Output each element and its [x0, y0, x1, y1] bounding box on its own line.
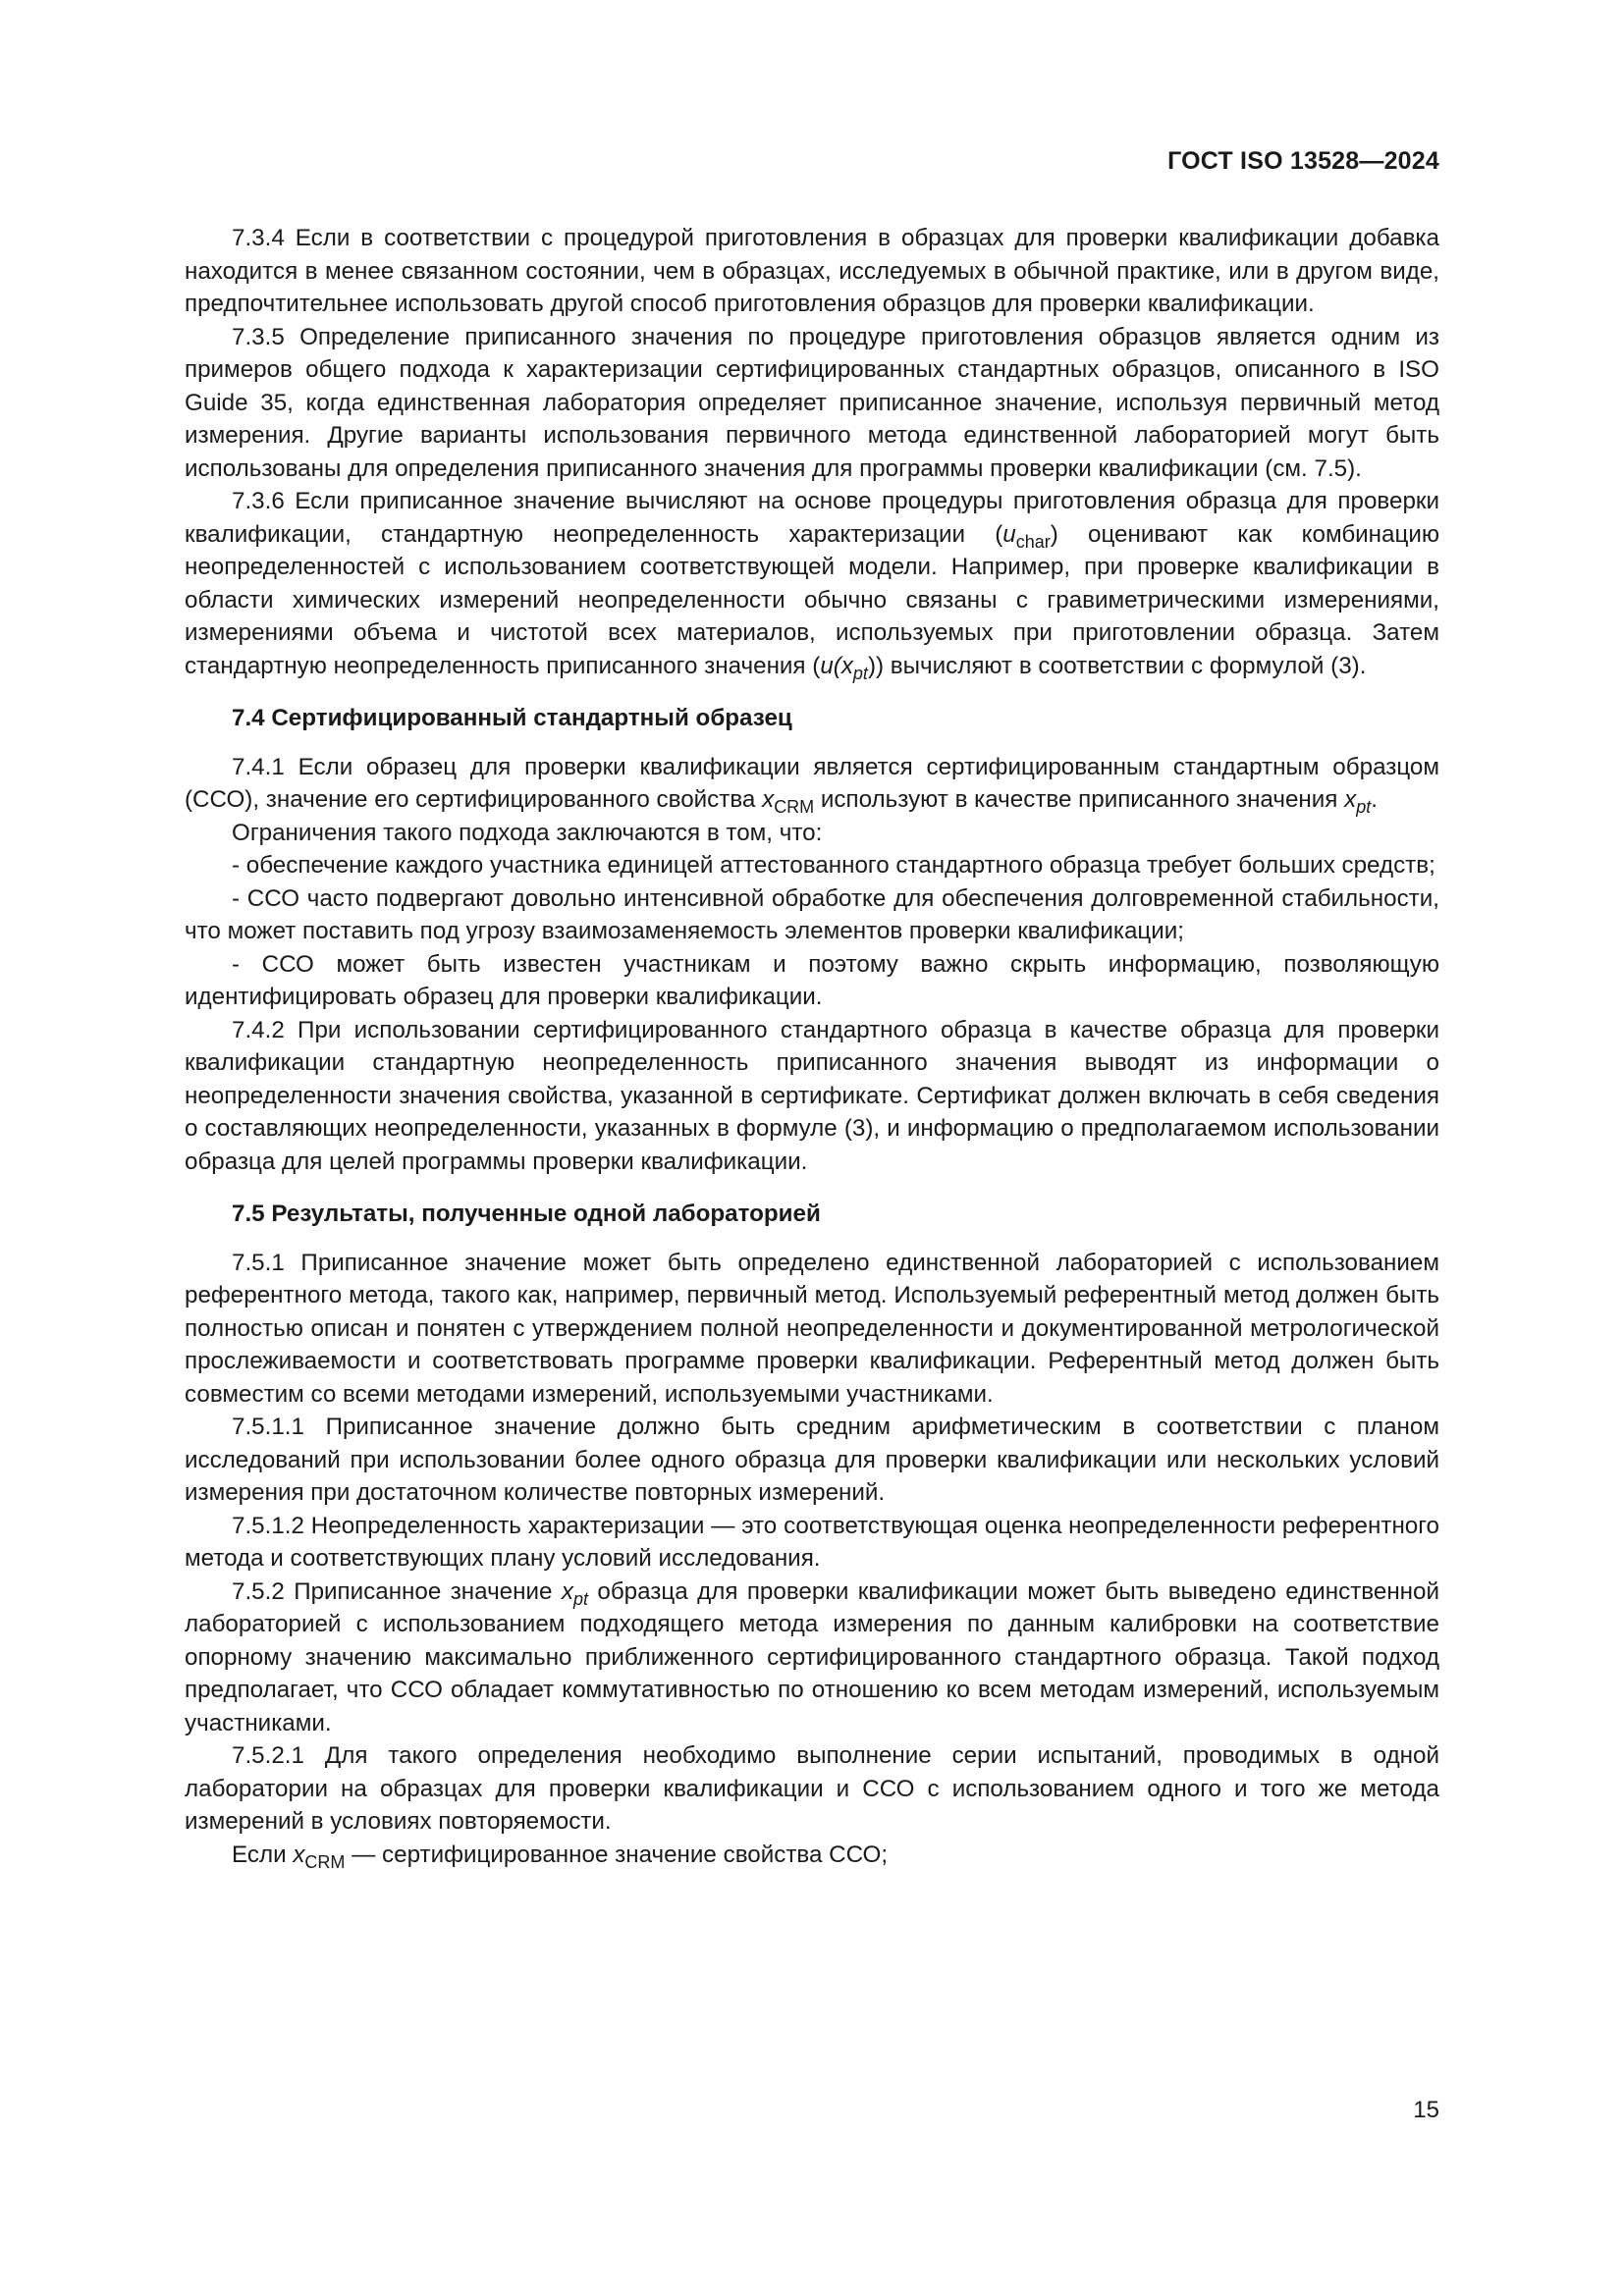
paragraph-limitations: Ограничения такого подхода заключаются в том, что: — [232, 819, 823, 846]
text-span: )) вычисляют в соответствии с формулой (3). — [867, 652, 1367, 679]
text-span: Если — [232, 1841, 294, 1868]
subscript-pt: pt — [852, 663, 868, 683]
symbol-x: x — [561, 1577, 573, 1605]
paragraph-7-5-2 — [185, 1575, 1439, 1740]
text-span: 7.3.6 Если приписанное значение вычисляют на основе процедуры приготовления образца для проверки квалификации, стандартную неопределенность характеризации ( — [185, 488, 1439, 548]
subscript-char: char — [1015, 531, 1051, 552]
subscript-crm: CRM — [304, 1851, 346, 1872]
subscript-pt: pt — [572, 1588, 588, 1609]
symbol-x: x — [293, 1841, 305, 1868]
paragraph-7-5-1-2: 7.5.1.2 Неопределенность характеризации — это соответствующая оценка неопределенности референтного метода и соответствующих плану условий исследования. — [185, 1512, 1439, 1572]
text-span: образца для проверки квалификации может быть выведено единственной лабораторией с использованием подходящего метода измерения по данным калибровки на соответствие опорному значению максимально приближенного сертифицированного стандартного образца. Такой подход предполагает, что ССО обладает коммутативностью по отношению ко всем методам измерений, используемым участниками. — [185, 1577, 1439, 1736]
paragraph-7-5-1: 7.5.1 Приписанное значение может быть определено единственной лабораторией с использованием референтного метода, такого как, например, первичный метод. Используемый референтный метод должен быть полностью описан и понятен с утверждением полной неопределенности и документированной метрологической прослеживаемости и соответствовать программе проверки квалификации. Референтный метод должен быть совместим со всеми методами измерений, используемыми участниками. — [185, 1249, 1439, 1408]
text-span: ) оценивают как комбинацию неопределенностей с использованием соответствующей модели. Например, при проверке квалификации в области химических измерений неопределенности обычно связаны с гравиметрическими измерениями, измерениями объема и чистотой всех материалов, используемых при приготовлении образца. Затем стандартную неопределенность приписанного значения ( — [185, 520, 1439, 679]
list-item-1: - обеспечение каждого участника единицей аттестованного стандартного образца требует больших средств; — [232, 852, 1435, 879]
section-heading-7-4: 7.4 Сертифицированный стандартный образец — [232, 705, 792, 731]
symbol-u-x: u(x — [820, 652, 853, 679]
page-number: 15 — [1413, 2097, 1439, 2123]
section-heading-7-5: 7.5 Результаты, полученные одной лабораторией — [232, 1201, 821, 1227]
list-item-3: - ССО может быть известен участникам и поэтому важно скрыть информацию, позволяющую идентифицировать образец для проверки квалификации. — [185, 950, 1439, 1010]
symbol-x: x — [762, 786, 775, 813]
text-span: . — [1371, 786, 1378, 813]
symbol-u: u — [1002, 520, 1016, 548]
paragraph-7-3-5: 7.3.5 Определение приписанного значения по процедуре приготовления образцов является одним из примеров общего подхода к характеризации сертифицированных стандартных образцов, описанного в ISO Guide 35, когда единственная лаборатория определяет приписанное значение, используя первичный метод измерения. Другие варианты использования первичного метода единственной лабораторией могут быть использованы для определения приписанного значения для программы проверки квалификации (см. 7.5). — [185, 323, 1439, 482]
subscript-crm: CRM — [774, 797, 815, 817]
paragraph-7-4-2: 7.4.2 При использовании сертифицированного стандартного образца в качестве образца для проверки квалификации стандартную неопределенность приписанного значения выводят из информации о неопределенности значения свойства, указанной в сертификате. Сертификат должен включать в себя сведения о составляющих неопределенности, указанных в формуле (3), и информацию о предполагаемом использовании образца для целей программы проверки квалификации. — [185, 1016, 1439, 1175]
text-span: 7.5.2 Приписанное значение — [232, 1577, 562, 1605]
text-span: 7.4.1 Если образец для проверки квалификации является сертифицированным стандартным образцом (ССО), значение его сертифицированного свойства — [185, 753, 1439, 813]
paragraph-7-5-2-1: 7.5.2.1 Для такого определения необходимо выполнение серии испытаний, проводимых в одной лаборатории на образцах для проверки квалификации и ССО с использованием одного и того же метода измерений в условиях повторяемости. — [185, 1742, 1439, 1835]
paragraph-7-4-1 — [185, 751, 1439, 817]
document-code-header: ГОСТ ISO 13528—2024 — [1167, 147, 1439, 175]
symbol-x: x — [1344, 786, 1357, 813]
document-body — [185, 222, 1439, 1871]
list-item-2: - ССО часто подвергают довольно интенсивной обработке для обеспечения долговременной стабильности, что может поставить под угрозу взаимозаменяемость элементов проверки квалификации; — [185, 884, 1439, 944]
text-span: используют в качестве приписанного значения — [814, 786, 1345, 813]
paragraph-7-3-4: 7.3.4 Если в соответствии с процедурой приготовления в образцах для проверки квалификации добавка находится в менее связанном состоянии, чем в образцах, исследуемых в обычной практике, или в другом виде, предпочтительнее использовать другой способ приготовления образцов для проверки квалификации. — [185, 225, 1439, 317]
paragraph-7-5-1-1: 7.5.1.1 Приписанное значение должно быть средним арифметическим в соответствии с планом исследований при использовании более одного образца для проверки квалификации или нескольких условий измерения при достаточном количестве повторных измерений. — [185, 1414, 1439, 1506]
text-span: — сертифицированное значение свойства ССО; — [345, 1841, 889, 1868]
subscript-pt: pt — [1356, 797, 1372, 817]
paragraph-if-xcrm — [185, 1839, 1439, 1872]
paragraph-7-3-6 — [185, 485, 1439, 682]
